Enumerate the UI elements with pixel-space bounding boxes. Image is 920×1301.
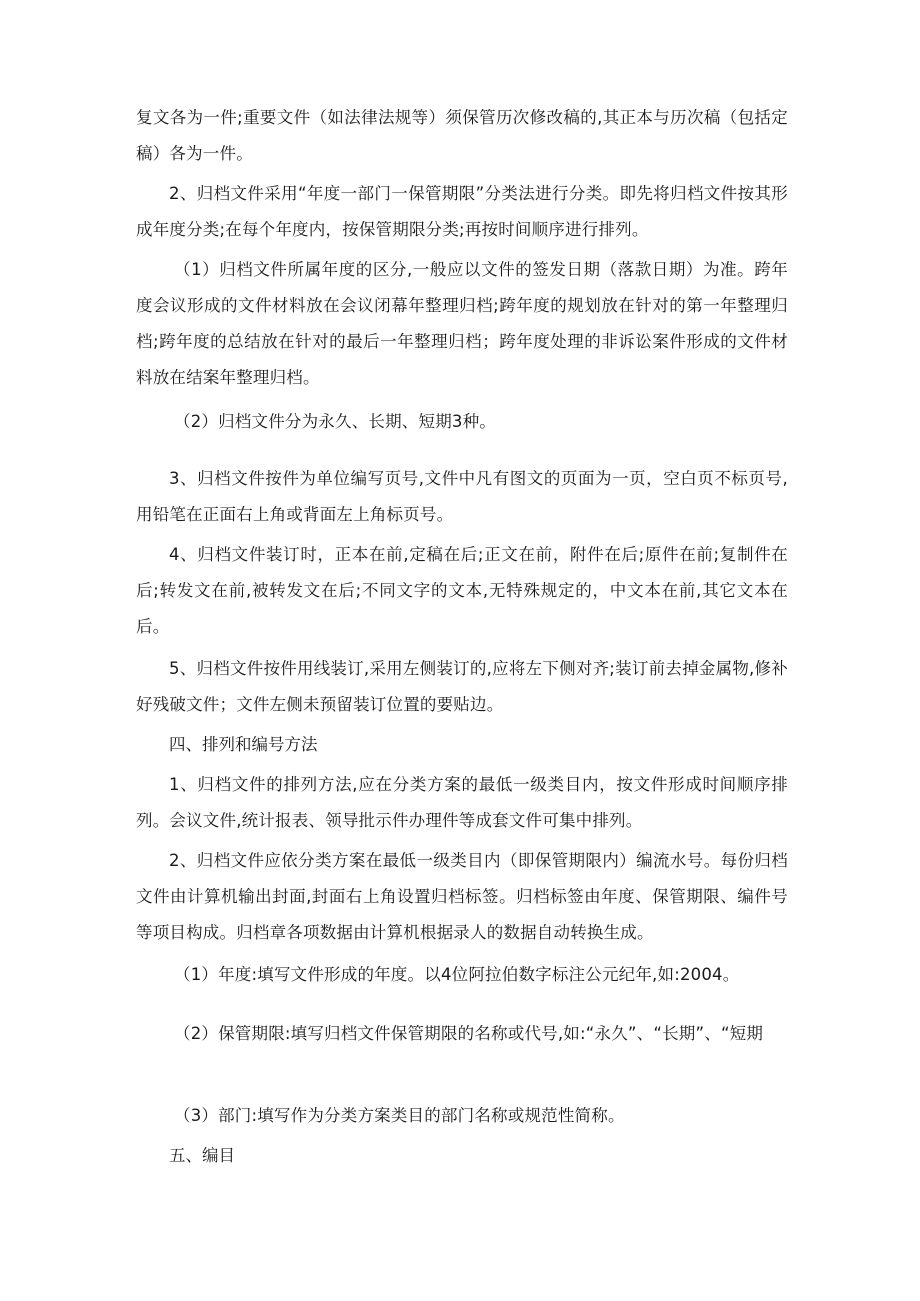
- paragraph-retention-field: （2）保管期限:填写归档文件保管期限的名称或代号,如:“永久”、“长期”、“短期: [174, 1024, 764, 1043]
- section-heading-cataloging: 五、编目: [169, 1146, 235, 1165]
- paragraph-classification-method: 2、归档文件采用“年度一部门一保管期限”分类法进行分类。即先将归档文件按其形成年度分类;在每个年度内，按保管期限分类;再按时间顺序进行排列。: [136, 184, 788, 239]
- paragraph-binding-order: 4、归档文件装订时，正本在前,定稿在后;正文在前，附件在后;原件在前;复制件在后;转发文在前,被转发文在后;不同文字的文本,无特殊规定的，中文本在前,其它文本在后。: [136, 545, 788, 636]
- paragraph-arrangement-method: 1、归档文件的排列方法,应在分类方案的最低一级类目内，按文件形成时间顺序排列。会议文件,统计报表、领导批示件办理件等成套文件可集中排列。: [136, 775, 788, 830]
- paragraph-continuation: 复文各为一件;重要文件（如法律法规等）须保管历次修改稿的,其正本与历次稿（包括定稿）各为一件。: [136, 108, 788, 163]
- paragraph-department-field: （3）部门:填写作为分类方案类目的部门名称或规范性简称。: [174, 1106, 625, 1125]
- paragraph-binding-method: 5、归档文件按件用线装订,采用左侧装订的,应将左下侧对齐;装订前去掉金属物,修补好残破文件；文件左侧未预留装订位置的要贴边。: [136, 659, 788, 714]
- paragraph-numbering-method: 2、归档文件应依分类方案在最低一级类目内（即保管期限内）编流水号。每份归档文件由计算机输出封面,封面右上角设置归档标签。归档标签由年度、保管期限、编件号等项目构成。归档章各项数据由计算机根据录人的数据自动转换生成。: [136, 851, 788, 942]
- section-heading-arrangement: 四、排列和编号方法: [169, 735, 318, 754]
- paragraph-year-distinction: （1）归档文件所属年度的区分,一般应以文件的签发日期（落款日期）为准。跨年度会议形成的文件材料放在会议闭幕年整理归档;跨年度的规划放在针对的第一年整理归档;跨年度的总结放在针对的最后一年整理归档；跨年度处理的非诉讼案件形成的文件材料放在结案年整理归档。: [136, 260, 788, 387]
- paragraph-year-field: （1）年度:填写文件形成的年度。以4位阿拉伯数字标注公元纪年,如:2004。: [174, 965, 740, 984]
- paragraph-page-numbering: 3、归档文件按件为单位编写页号,文件中凡有图文的页面为一页，空白页不标页号,用铅笔在正面右上角或背面左上角标页号。: [136, 469, 788, 524]
- paragraph-retention-types: （2）归档文件分为永久、长期、短期3种。: [174, 412, 496, 431]
